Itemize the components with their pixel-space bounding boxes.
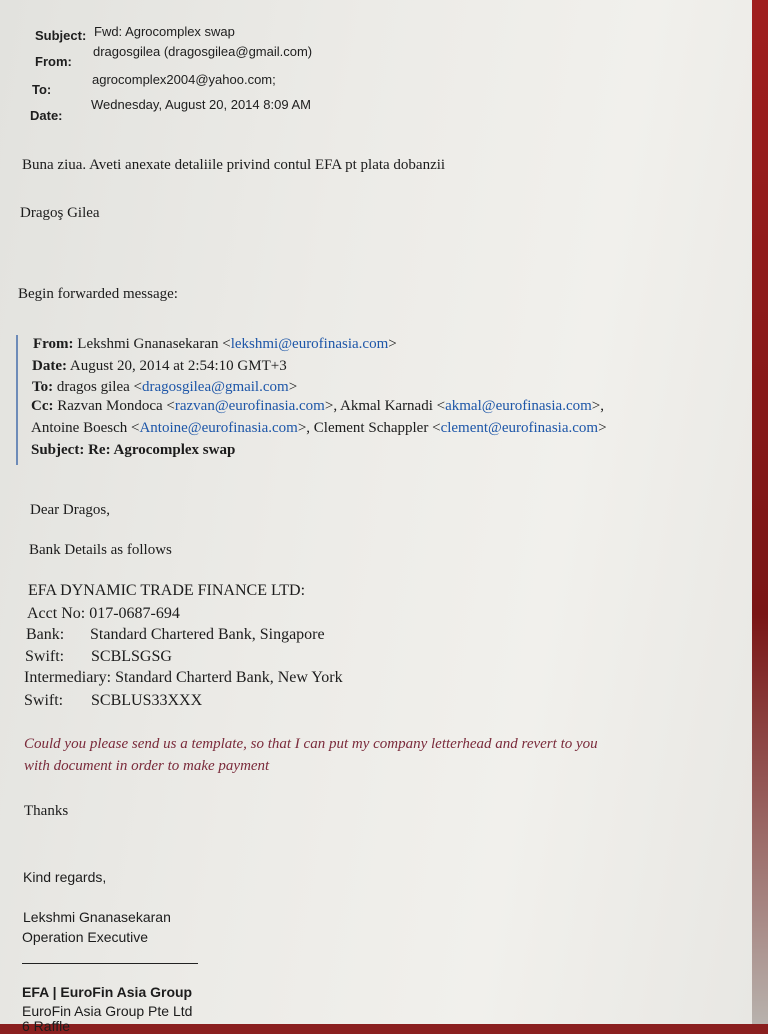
bank-label: Bank: xyxy=(26,626,65,643)
subject-label: Subject: xyxy=(35,28,87,43)
fwd-to-label: To: xyxy=(32,379,54,395)
fwd-subject-line xyxy=(31,442,235,459)
date-value: Wednesday, August 20, 2014 8:09 AM xyxy=(91,97,311,112)
fwd-date-value: August 20, 2014 at 2:54:10 GMT+3 xyxy=(69,358,287,374)
fwd-from-name: Lekshmi Gnanasekaran xyxy=(77,336,219,352)
swift-label: Swift: xyxy=(25,648,65,665)
fwd-cc2-name: Akmal Karnadi xyxy=(340,398,433,414)
fwd-cc-label: Cc: xyxy=(31,398,54,414)
from-label: From: xyxy=(35,54,72,69)
acct-label: Acct No: xyxy=(27,605,86,622)
request-line-2: with document in order to make payment xyxy=(24,758,270,774)
swift2-line xyxy=(24,692,202,710)
fwd-cc1-name: Razvan Mondoca xyxy=(57,398,163,414)
intermediary-value: Standard Charterd Bank, New York xyxy=(115,669,343,686)
fwd-date-label: Date: xyxy=(32,358,67,374)
fwd-to-line: To: dragos gilea <dragosgilea@gmail.com> xyxy=(32,379,298,395)
company-name: EFA DYNAMIC TRADE FINANCE LTD: xyxy=(28,582,306,599)
fwd-cc3-name: Antoine Boesch xyxy=(31,420,128,436)
company-line-1: EFA | EuroFin Asia Group xyxy=(22,984,193,1000)
kind-regards: Kind regards, xyxy=(23,869,107,885)
intermediary-label: Intermediary: xyxy=(24,669,112,686)
company-line-3: 6 Raffle xyxy=(22,1018,70,1034)
fwd-cc4-email[interactable]: clement@eurofinasia.com xyxy=(440,420,599,436)
bank-line xyxy=(26,626,325,644)
fwd-cc1-email[interactable]: razvan@eurofinasia.com xyxy=(174,398,325,414)
fwd-cc-line-2: Antoine Boesch <Antoine@eurofinasia.com>, Clement Schappler <clement@eurofinasia.com> xyxy=(31,420,607,436)
signature-divider xyxy=(22,963,198,964)
swift-value: SCBLSGSG xyxy=(91,648,172,665)
background-edge xyxy=(752,0,768,1024)
fwd-from-email[interactable]: lekshmi@eurofinasia.com xyxy=(230,336,389,352)
signature-name: Lekshmi Gnanasekaran xyxy=(23,909,171,925)
fwd-cc2-email[interactable]: akmal@eurofinasia.com xyxy=(445,398,592,414)
forwarded-message-label: Begin forwarded message: xyxy=(18,286,178,302)
fwd-subject-label: Subject: xyxy=(31,442,85,458)
swift2-value: SCBLUS33XXX xyxy=(91,692,203,709)
intro-signature: Dragoş Gilea xyxy=(20,205,100,221)
bank-intro: Bank Details as follows xyxy=(29,542,172,558)
fwd-to-name: dragos gilea xyxy=(56,379,130,395)
salutation: Dear Dragos, xyxy=(30,502,110,518)
fwd-cc-line: Cc: Razvan Mondoca <razvan@eurofinasia.com>, Akmal Karnadi <akmal@eurofinasia.com>, xyxy=(31,398,605,414)
signature-title: Operation Executive xyxy=(22,929,149,945)
fwd-subject-value: Re: Agrocomplex swap xyxy=(88,442,236,458)
fwd-to-email[interactable]: dragosgilea@gmail.com xyxy=(141,379,289,395)
intro-greeting: Buna ziua. Aveti anexate detaliile privind contul EFA pt plata dobanzii xyxy=(22,157,446,173)
to-label: To: xyxy=(32,82,52,97)
fwd-from-label: From: xyxy=(33,336,74,352)
date-label: Date: xyxy=(30,108,63,123)
thanks: Thanks xyxy=(24,803,69,819)
acct-value: 017-0687-694 xyxy=(89,605,180,622)
acct-line xyxy=(27,605,180,623)
intermediary-line xyxy=(24,669,343,687)
to-value: agrocomplex2004@yahoo.com; xyxy=(92,72,276,87)
fwd-cc3-email[interactable]: Antoine@eurofinasia.com xyxy=(139,420,298,436)
swift-line xyxy=(25,648,172,666)
fwd-cc4-name: Clement Schappler xyxy=(313,420,429,436)
bank-value: Standard Chartered Bank, Singapore xyxy=(90,626,325,643)
swift2-label: Swift: xyxy=(24,692,64,709)
quote-bar xyxy=(16,335,18,465)
fwd-from-line: From: Lekshmi Gnanasekaran <lekshmi@eurofinasia.com> xyxy=(33,336,397,352)
from-value: dragosgilea (dragosgilea@gmail.com) xyxy=(93,44,313,59)
fwd-date-line xyxy=(32,358,287,375)
subject-value: Fwd: Agrocomplex swap xyxy=(94,24,235,39)
request-line-1: Could you please send us a template, so that I can put my company letterhead and revert to you xyxy=(24,736,598,752)
company-line-2: EuroFin Asia Group Pte Ltd xyxy=(22,1003,193,1019)
